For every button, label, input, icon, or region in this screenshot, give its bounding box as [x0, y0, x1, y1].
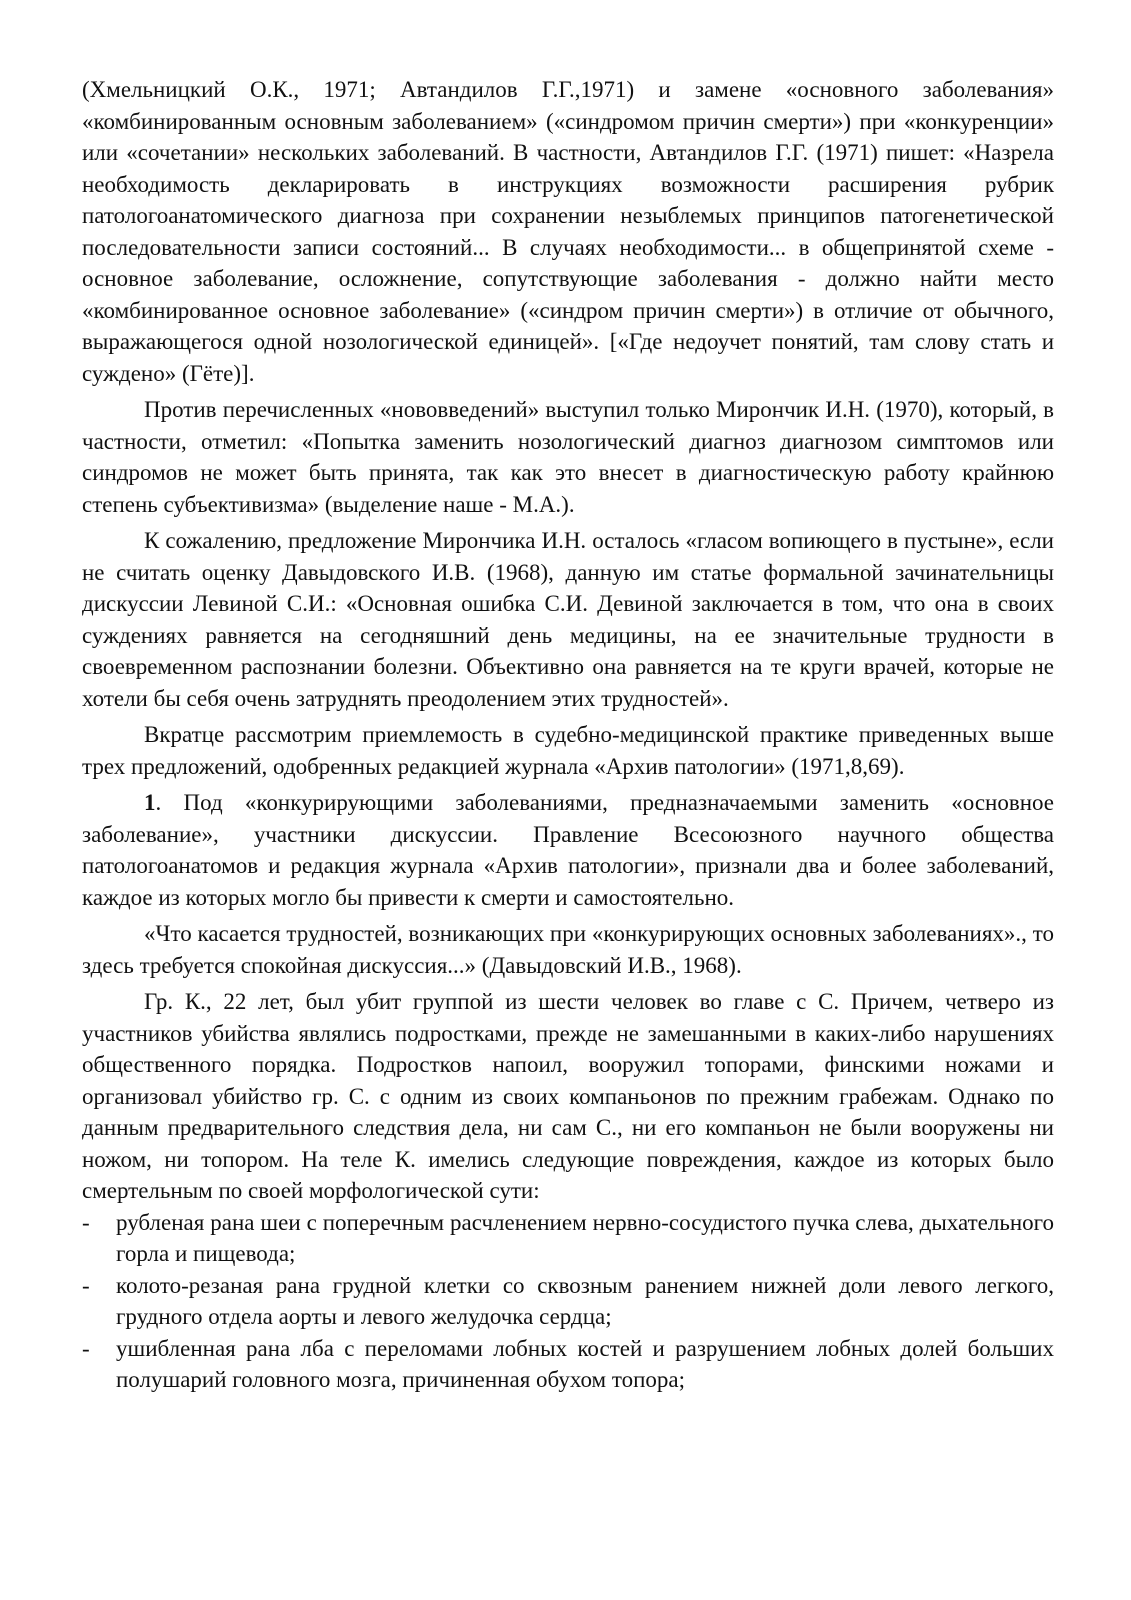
paragraph-2: Против перечисленных «нововведений» выступил только Мирончик И.Н. (1970), который, в частности, отметил: «Попытка заменить нозологический диагноз диагнозом симптомов или синдромов не может быть принята, так как это внесет в диагностическую работу крайнюю степень субъективизма» (выделение наше - М.А.). [82, 397, 1054, 517]
item-number: 1 [144, 790, 156, 815]
list-item [82, 1207, 1054, 1270]
paragraph-4: Вкратце рассмотрим приемлемость в судебно-медицинской практике приведенных выше трех предложений, одобренных редакцией журнала «Архив патологии» (1971,8,69). [82, 722, 1054, 779]
list-item-text: ушибленная рана лба с переломами лобных костей и разрушением лобных долей больших полушарий головного мозга, причиненная обухом топора; [116, 1335, 1054, 1392]
injury-list [82, 1207, 1054, 1396]
list-item-text: колото-резаная рана грудной клетки со сквозным ранением нижней доли левого легкого, грудного отдела аорты и левого желудочка сердца; [116, 1272, 1054, 1329]
list-marker: - [82, 1335, 90, 1361]
list-marker: - [82, 1209, 90, 1235]
paragraph-5: «Что касается трудностей, возникающих при «конкурирующих основных заболеваниях»., то здесь требуется спокойная дискуссия...» (Давыдовский И.В., 1968). [82, 921, 1054, 978]
paragraph-6: Гр. К., 22 лет, был убит группой из шести человек во главе с С. Причем, четверо из участников убийства являлись подростками, прежде не замешанными в каких-либо нарушениях общественного порядка. Подростков напоил, вооружил топорами, финскими ножами и организовал убийство гр. С. с одним из своих компаньонов по прежним грабежам. Однако по данным предварительного следствия дела, ни сам С., ни его компаньон не были вооружены ни ножом, ни топором. На теле К. имелись следующие повреждения, каждое из которых было смертельным по своей морфологической сути: [82, 989, 1054, 1203]
numbered-paragraph-1 [82, 787, 1054, 913]
list-item [82, 1270, 1054, 1333]
paragraph-3: К сожалению, предложение Мирончика И.Н. осталось «гласом вопиющего в пустыне», если не считать оценку Давыдовского И.В. (1968), данную им статье формальной зачинательницы дискуссии Левиной С.И.: «Основная ошибка С.И. Девиной заключается в том, что она в своих суждениях равняется на сегодняшний день медицины, на ее значительные трудности в своевременном распознании болезни. Объективно она равняется на те круги врачей, которые не хотели бы себя очень затруднять преодолением этих трудностей». [82, 528, 1054, 711]
list-marker: - [82, 1272, 90, 1298]
list-item [82, 1333, 1054, 1396]
list-item-text: рубленая рана шеи с поперечным расчленением нервно-сосудистого пучка слева, дыхательного горла и пищевода; [116, 1209, 1054, 1266]
document-page [82, 74, 1054, 1396]
numbered-paragraph-text: . Под «конкурирующими заболеваниями, предназначаемыми заменить «основное заболевание», участники дискуссии. Правление Всесоюзного научного общества патологоанатомов и редакция журнала «Архив патологии», признали два и более заболеваний, каждое из которых могло бы привести к смерти и самостоятельно. [82, 790, 1054, 910]
paragraph-1: (Хмельницкий О.К., 1971; Автандилов Г.Г.,1971) и замене «основного заболевания» «комбинированным основным заболеванием» («синдромом причин смерти») при «конкуренции» или «сочетании» нескольких заболеваний. В частности, Автандилов Г.Г. (1971) пишет: «Назрела необходимость декларировать в инструкциях возможности расширения рубрик патологоанатомического диагноза при сохранении незыблемых принципов патогенетической последовательности записи состояний... В случаях необходимости... в общепринятой схеме - основное заболевание, осложнение, сопутствующие заболевания - должно найти место «комбинированное основное заболевание» («синдром причин смерти») в отличие от обычного, выражающегося одной нозологической единицей». [«Где недоучет понятий, там слову стать и суждено» (Гёте)]. [82, 77, 1054, 386]
